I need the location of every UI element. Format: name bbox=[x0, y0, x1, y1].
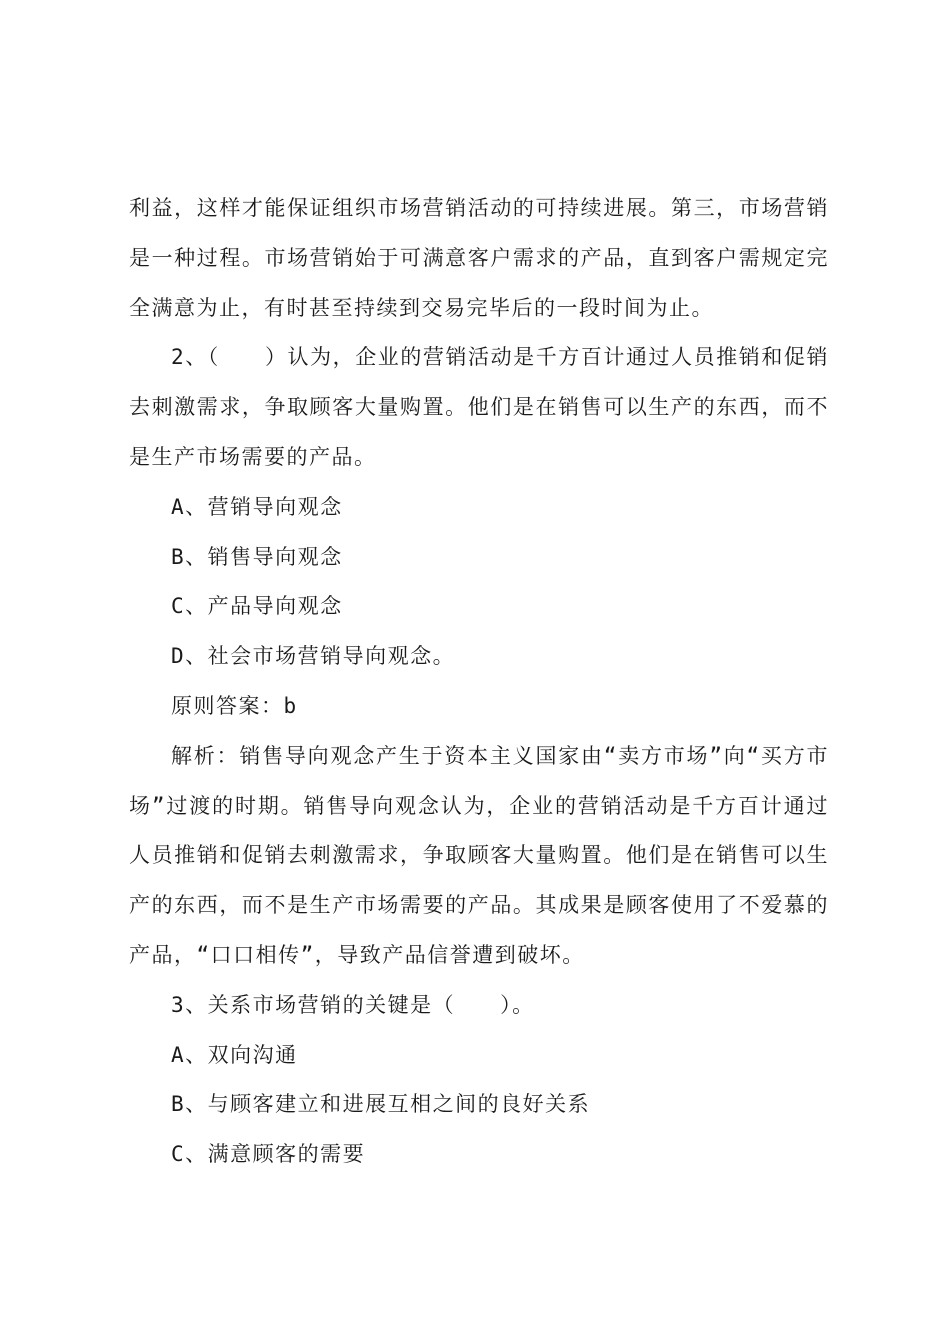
question-3-option-a: A、双向沟通 bbox=[171, 1042, 298, 1067]
question-2: 2、（ ）认为，企业的营销活动是千方百计通过人员推销和促销去刺激需求，争取顾客大量购置。他们是在销售可以生产的东西，而不是生产市场需要的产品。 bbox=[129, 345, 829, 469]
question-2-option-a: A、营销导向观念 bbox=[171, 494, 343, 519]
question-2-answer: 原则答案：b bbox=[171, 693, 298, 718]
question-2-explanation: 解析：销售导向观念产生于资本主义国家由“卖方市场”向“买方市场”过渡的时期。销售导向观念认为，企业的营销活动是千方百计通过人员推销和促销去刺激需求，争取顾客大量购置。他们是在销售可以生产的东西，而不是生产市场需要的产品。其成果是顾客使用了不爱慕的产品，“口口相传”，导致产品信誉遭到破坏。 bbox=[129, 743, 829, 967]
document-body bbox=[129, 184, 829, 1180]
question-2-option-d: D、社会市场营销导向观念。 bbox=[171, 644, 456, 669]
question-2-option-c: C、产品导向观念 bbox=[171, 594, 343, 619]
question-3: 3、关系市场营销的关键是（ ）。 bbox=[171, 992, 535, 1017]
question-2-option-b: B、销售导向观念 bbox=[171, 544, 343, 569]
question-3-option-c: C、满意顾客的需要 bbox=[171, 1142, 366, 1167]
paragraph-continuation: 利益，这样才能保证组织市场营销活动的可持续进展。第三，市场营销是一种过程。市场营销始于可满意客户需求的产品，直到客户需规定完全满意为止，有时甚至持续到交易完毕后的一段时间为止。 bbox=[129, 196, 829, 320]
question-3-option-b: B、与顾客建立和进展互相之间的良好关系 bbox=[171, 1092, 591, 1117]
